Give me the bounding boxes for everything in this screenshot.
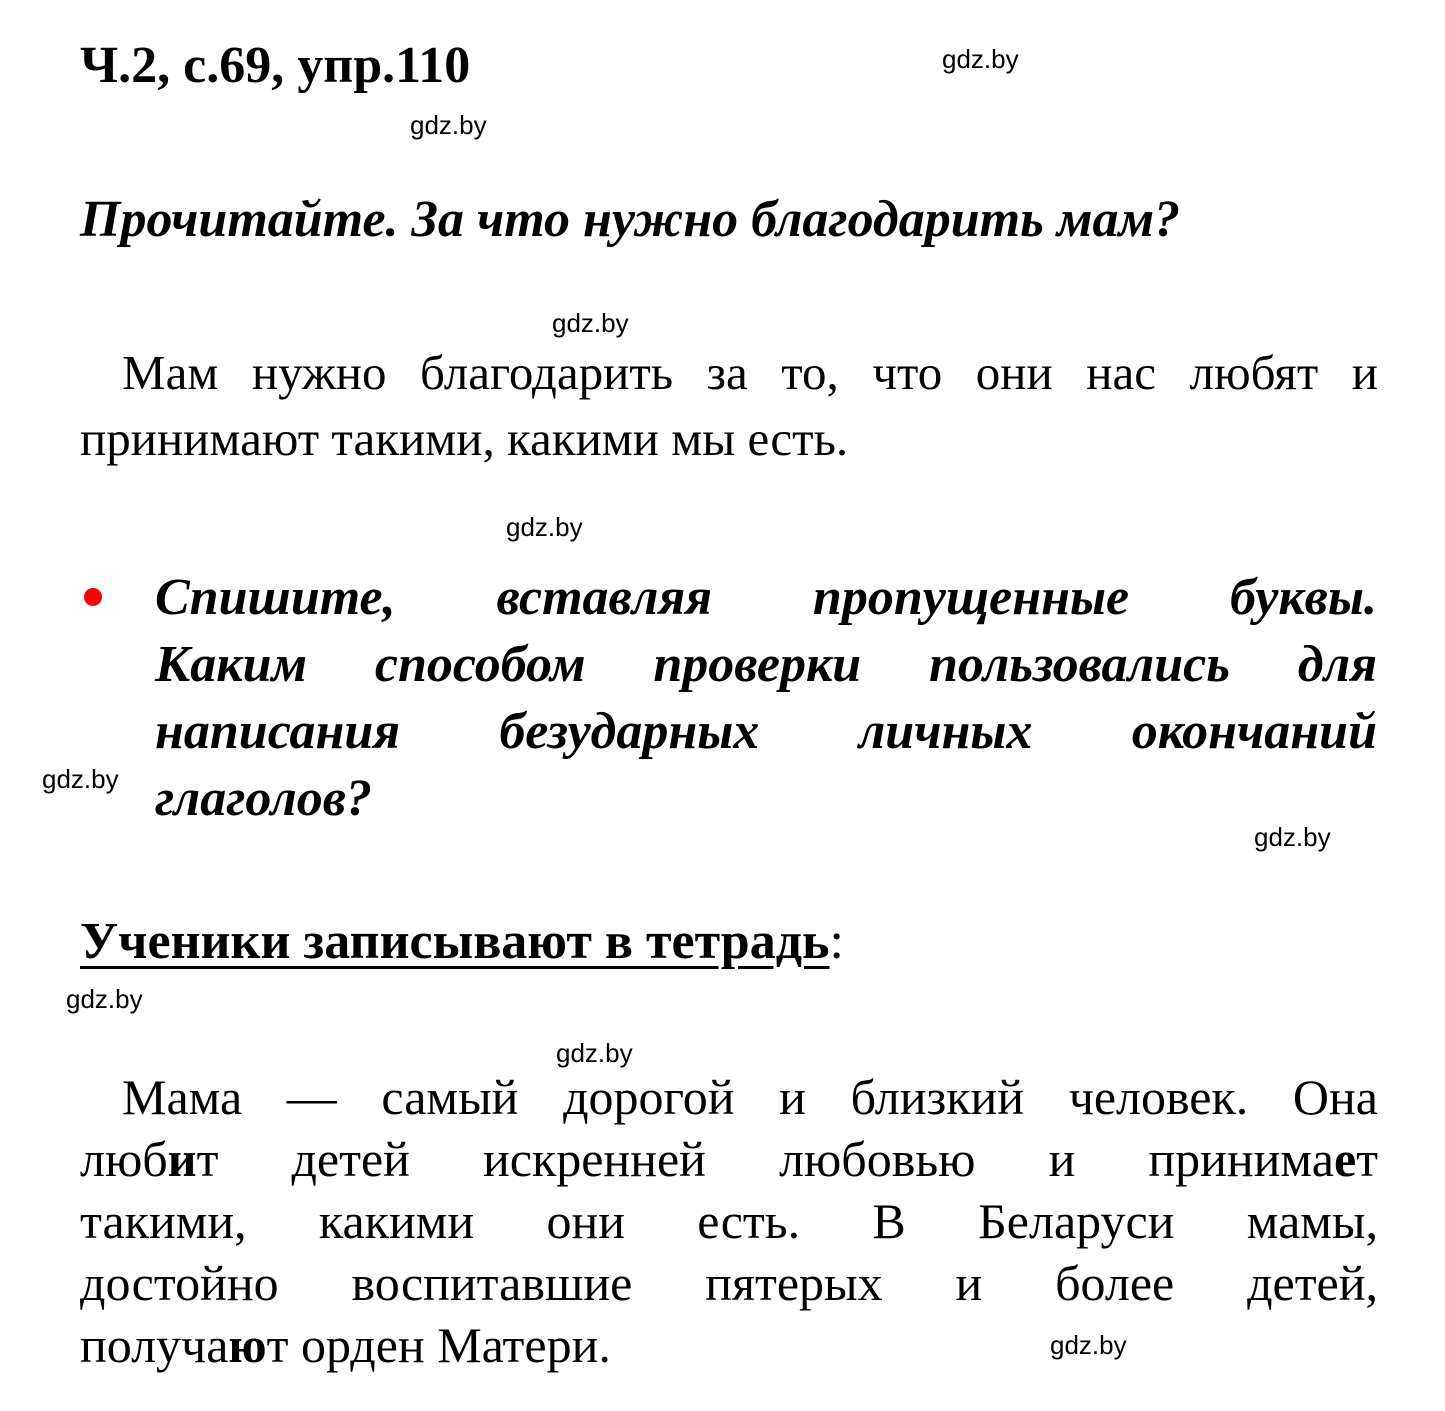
task-line: Каким способом проверки пользовались для bbox=[155, 636, 1377, 693]
watermark: gdz.by bbox=[556, 1038, 633, 1068]
section-heading-text: Ученики записывают в тетрадь bbox=[80, 913, 830, 970]
task-line: написания безударных личных окончаний bbox=[155, 703, 1377, 760]
inserted-letter: ю bbox=[228, 1317, 267, 1373]
watermark: gdz.by bbox=[66, 984, 143, 1014]
watermark: gdz.by bbox=[506, 512, 583, 542]
task-line: глаголов? bbox=[155, 770, 373, 827]
watermark: gdz.by bbox=[410, 110, 487, 140]
text-fragment: получа bbox=[80, 1317, 229, 1373]
notebook-line: Мама — самый дорогой и близкий человек. Она bbox=[122, 1069, 1378, 1125]
task-line: Спишите, вставляя пропущенные буквы. bbox=[155, 569, 1377, 626]
section-heading-colon: : bbox=[829, 913, 844, 970]
inserted-letter: и bbox=[167, 1131, 197, 1187]
text-fragment: т bbox=[1356, 1131, 1378, 1187]
notebook-line: такими, какими они есть. В Беларуси мамы, bbox=[80, 1193, 1378, 1249]
watermark: gdz.by bbox=[1050, 1330, 1127, 1360]
answer-line: Мам нужно благодарить за то, что они нас любят и bbox=[122, 345, 1378, 400]
text-fragment: люб bbox=[80, 1131, 168, 1187]
bullet-marker bbox=[84, 588, 102, 606]
watermark: gdz.by bbox=[42, 764, 119, 794]
notebook-line: достойно воспитавшие пятерых и более детей, bbox=[80, 1255, 1378, 1311]
answer-line: принимают такими, какими мы есть. bbox=[80, 411, 849, 466]
watermark: gdz.by bbox=[1254, 822, 1331, 852]
page-title: Ч.2, с.69, упр.110 bbox=[80, 37, 471, 94]
notebook-line bbox=[80, 1128, 1378, 1190]
text-fragment: т детей искренней любовью и принима bbox=[196, 1131, 1334, 1187]
section-heading bbox=[80, 912, 844, 971]
question-text: Прочитайте. За что нужно благодарить мам? bbox=[80, 191, 1181, 248]
watermark: gdz.by bbox=[942, 44, 1019, 74]
notebook-line bbox=[80, 1314, 1378, 1376]
watermark: gdz.by bbox=[552, 308, 629, 338]
text-fragment: т орден Матери. bbox=[266, 1317, 611, 1373]
inserted-letter: е bbox=[1333, 1131, 1357, 1187]
